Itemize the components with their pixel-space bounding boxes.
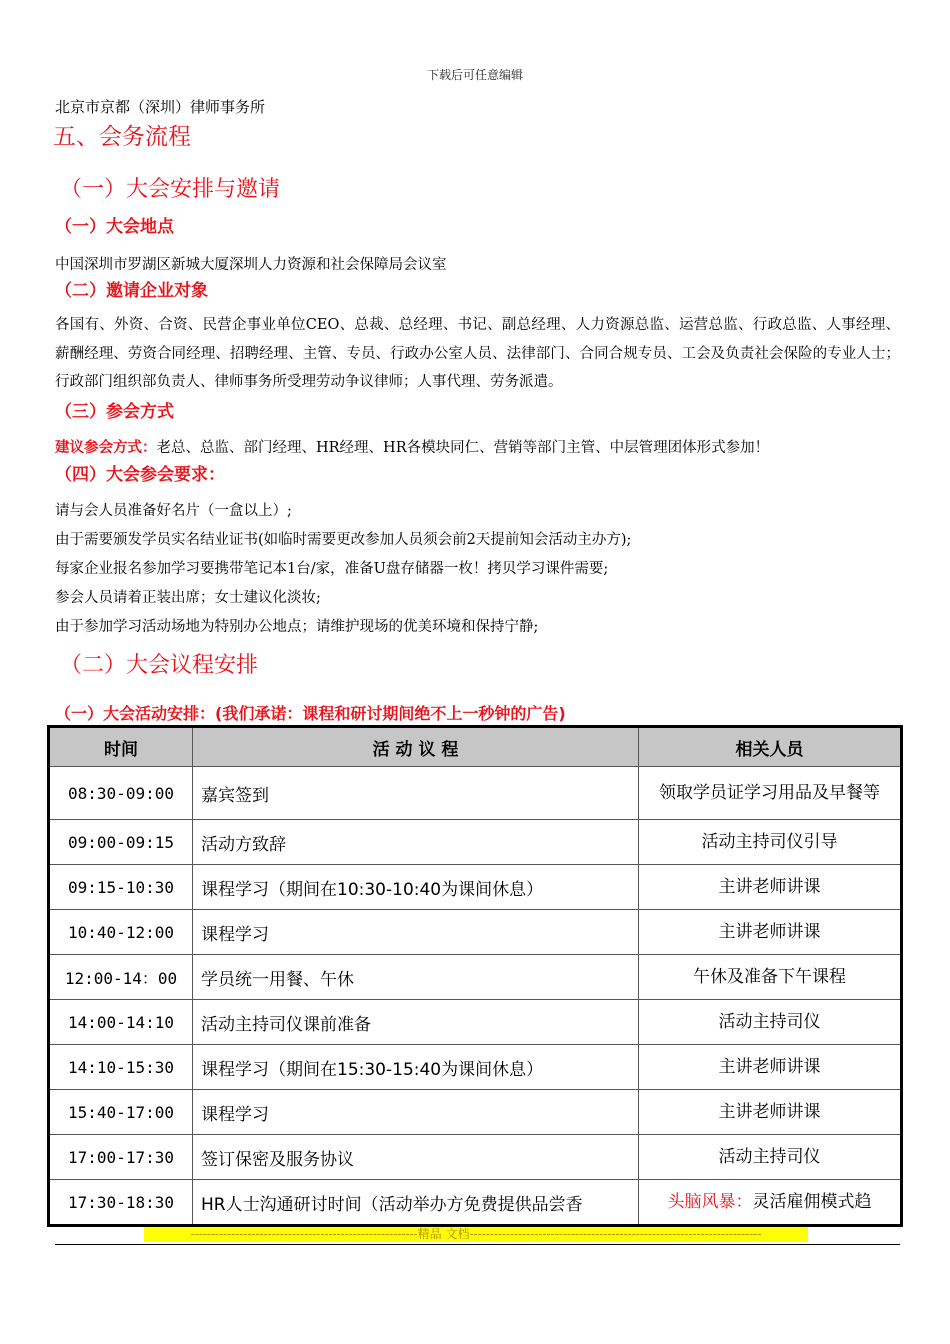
agenda-cell: 课程学习（期间在10:30-10:40为课间休息） (193, 865, 639, 910)
agenda-cell: 课程学习 (193, 1090, 639, 1135)
people-cell: 主讲老师讲课 (639, 865, 902, 910)
footer-bar: --------------------------------------------------------精品 文档------------------------------------------------------------------------ (144, 1227, 808, 1242)
time-cell: 14:00-14:10 (49, 1000, 193, 1045)
people-text: 灵活雇佣模式趋 (752, 1192, 872, 1212)
firm-name: 北京市京都（深圳）律师事务所 (55, 98, 266, 116)
table-row (49, 767, 902, 820)
venue-text: 中国深圳市罗湖区新城大厦深圳人力资源和社会保障局会议室 (55, 257, 447, 273)
people-cell: 活动主持司仪 (639, 1135, 902, 1180)
part1-title: （一）大会安排与邀请 (60, 177, 281, 202)
section-title: 五、会务流程 (53, 124, 191, 150)
agenda-table (47, 725, 903, 1227)
time-cell: 14:10-15:30 (49, 1045, 193, 1090)
table-row (49, 820, 902, 865)
table-row (49, 1045, 902, 1090)
time-cell: 09:00-09:15 (49, 820, 193, 865)
people-cell: 主讲老师讲课 (639, 910, 902, 955)
targets-text: 各国有、外资、合资、民营企事业单位CEO、总裁、总经理、书记、副总经理、人力资源总监、运营总监、行政总监、人事经理、薪酬经理、劳资合同经理、招聘经理、主管、专员、行政办公室人员、法律部门、合同合规专员、工会及负责社会保险的专业人士；行政部门组织部负责人、律师事务所受理劳动争议律师；人事代理、劳务派遣。 (55, 317, 900, 390)
table-row (49, 1000, 902, 1045)
table-row (49, 955, 902, 1000)
agenda-cell: 学员统一用餐、午休 (193, 955, 639, 1000)
agenda-cell: 嘉宾签到 (193, 767, 639, 820)
method-text: 老总、总监、部门经理、HR经理、HR各模块同仁、营销等部门主管、中层管理团体形式参加！ (156, 440, 770, 456)
time-cell: 17:00-17:30 (49, 1135, 193, 1180)
agenda-cell: 活动主持司仪课前准备 (193, 1000, 639, 1045)
table-row (49, 1090, 902, 1135)
column-header-agenda: 活 动 议 程 (193, 727, 639, 767)
agenda-cell: 签订保密及服务协议 (193, 1135, 639, 1180)
table-row (49, 1135, 902, 1180)
method-title: （三）参会方式 (55, 402, 174, 422)
time-cell: 09:15-10:30 (49, 865, 193, 910)
venue-title: （一）大会地点 (55, 217, 174, 237)
table-row (49, 865, 902, 910)
method-line (55, 436, 769, 457)
column-header-time: 时间 (49, 727, 193, 767)
people-cell: 主讲老师讲课 (639, 1090, 902, 1135)
people-cell (639, 1180, 902, 1226)
time-cell: 12:00-14：00 (49, 955, 193, 1000)
time-cell: 15:40-17:00 (49, 1090, 193, 1135)
table-header-row (49, 727, 902, 767)
people-cell: 领取学员证学习用品及早餐等 (639, 767, 902, 820)
people-highlight: 头脑风暴： (667, 1192, 753, 1212)
part2-title: （二）大会议程安排 (60, 653, 259, 678)
people-cell: 活动主持司仪引导 (639, 820, 902, 865)
method-label: 建议参会方式： (55, 440, 157, 456)
time-cell: 10:40-12:00 (49, 910, 193, 955)
requirement-item: 请与会人员准备好名片（一盒以上）; (55, 503, 292, 519)
table-row (49, 1180, 902, 1226)
table-row (49, 910, 902, 955)
agenda-table-title: （一）大会活动安排：(我们承诺：课程和研讨期间绝不上一秒钟的广告) (55, 704, 566, 723)
footer-divider (55, 1244, 900, 1245)
people-cell: 活动主持司仪 (639, 1000, 902, 1045)
column-header-people: 相关人员 (639, 727, 902, 767)
requirement-item: 由于参加学习活动场地为特别办公地点；请维护现场的优美环境和保持宁静; (55, 619, 539, 635)
people-cell: 午休及准备下午课程 (639, 955, 902, 1000)
agenda-cell: HR人士沟通研讨时间（活动举办方免费提供品尝香 (193, 1180, 639, 1226)
requirements-title: （四）大会参会要求： (55, 465, 225, 485)
targets-title: （二）邀请企业对象 (55, 281, 208, 301)
requirement-item: 每家企业报名参加学习要携带笔记本1台/家，准备U盘存储器一枚！拷贝学习课件需要; (55, 561, 609, 577)
requirement-item: 参会人员请着正装出席；女士建议化淡妆; (55, 590, 321, 606)
agenda-cell: 课程学习（期间在15:30-15:40为课间休息） (193, 1045, 639, 1090)
requirement-item: 由于需要颁发学员实名结业证书(如临时需要更改参加人员须会前2天提前知会活动主办方); (55, 532, 632, 548)
header-note: 下载后可任意编辑 (426, 68, 523, 82)
time-cell: 17:30-18:30 (49, 1180, 193, 1226)
agenda-cell: 课程学习 (193, 910, 639, 955)
people-cell: 主讲老师讲课 (639, 1045, 902, 1090)
time-cell: 08:30-09:00 (49, 767, 193, 820)
agenda-cell: 活动方致辞 (193, 820, 639, 865)
